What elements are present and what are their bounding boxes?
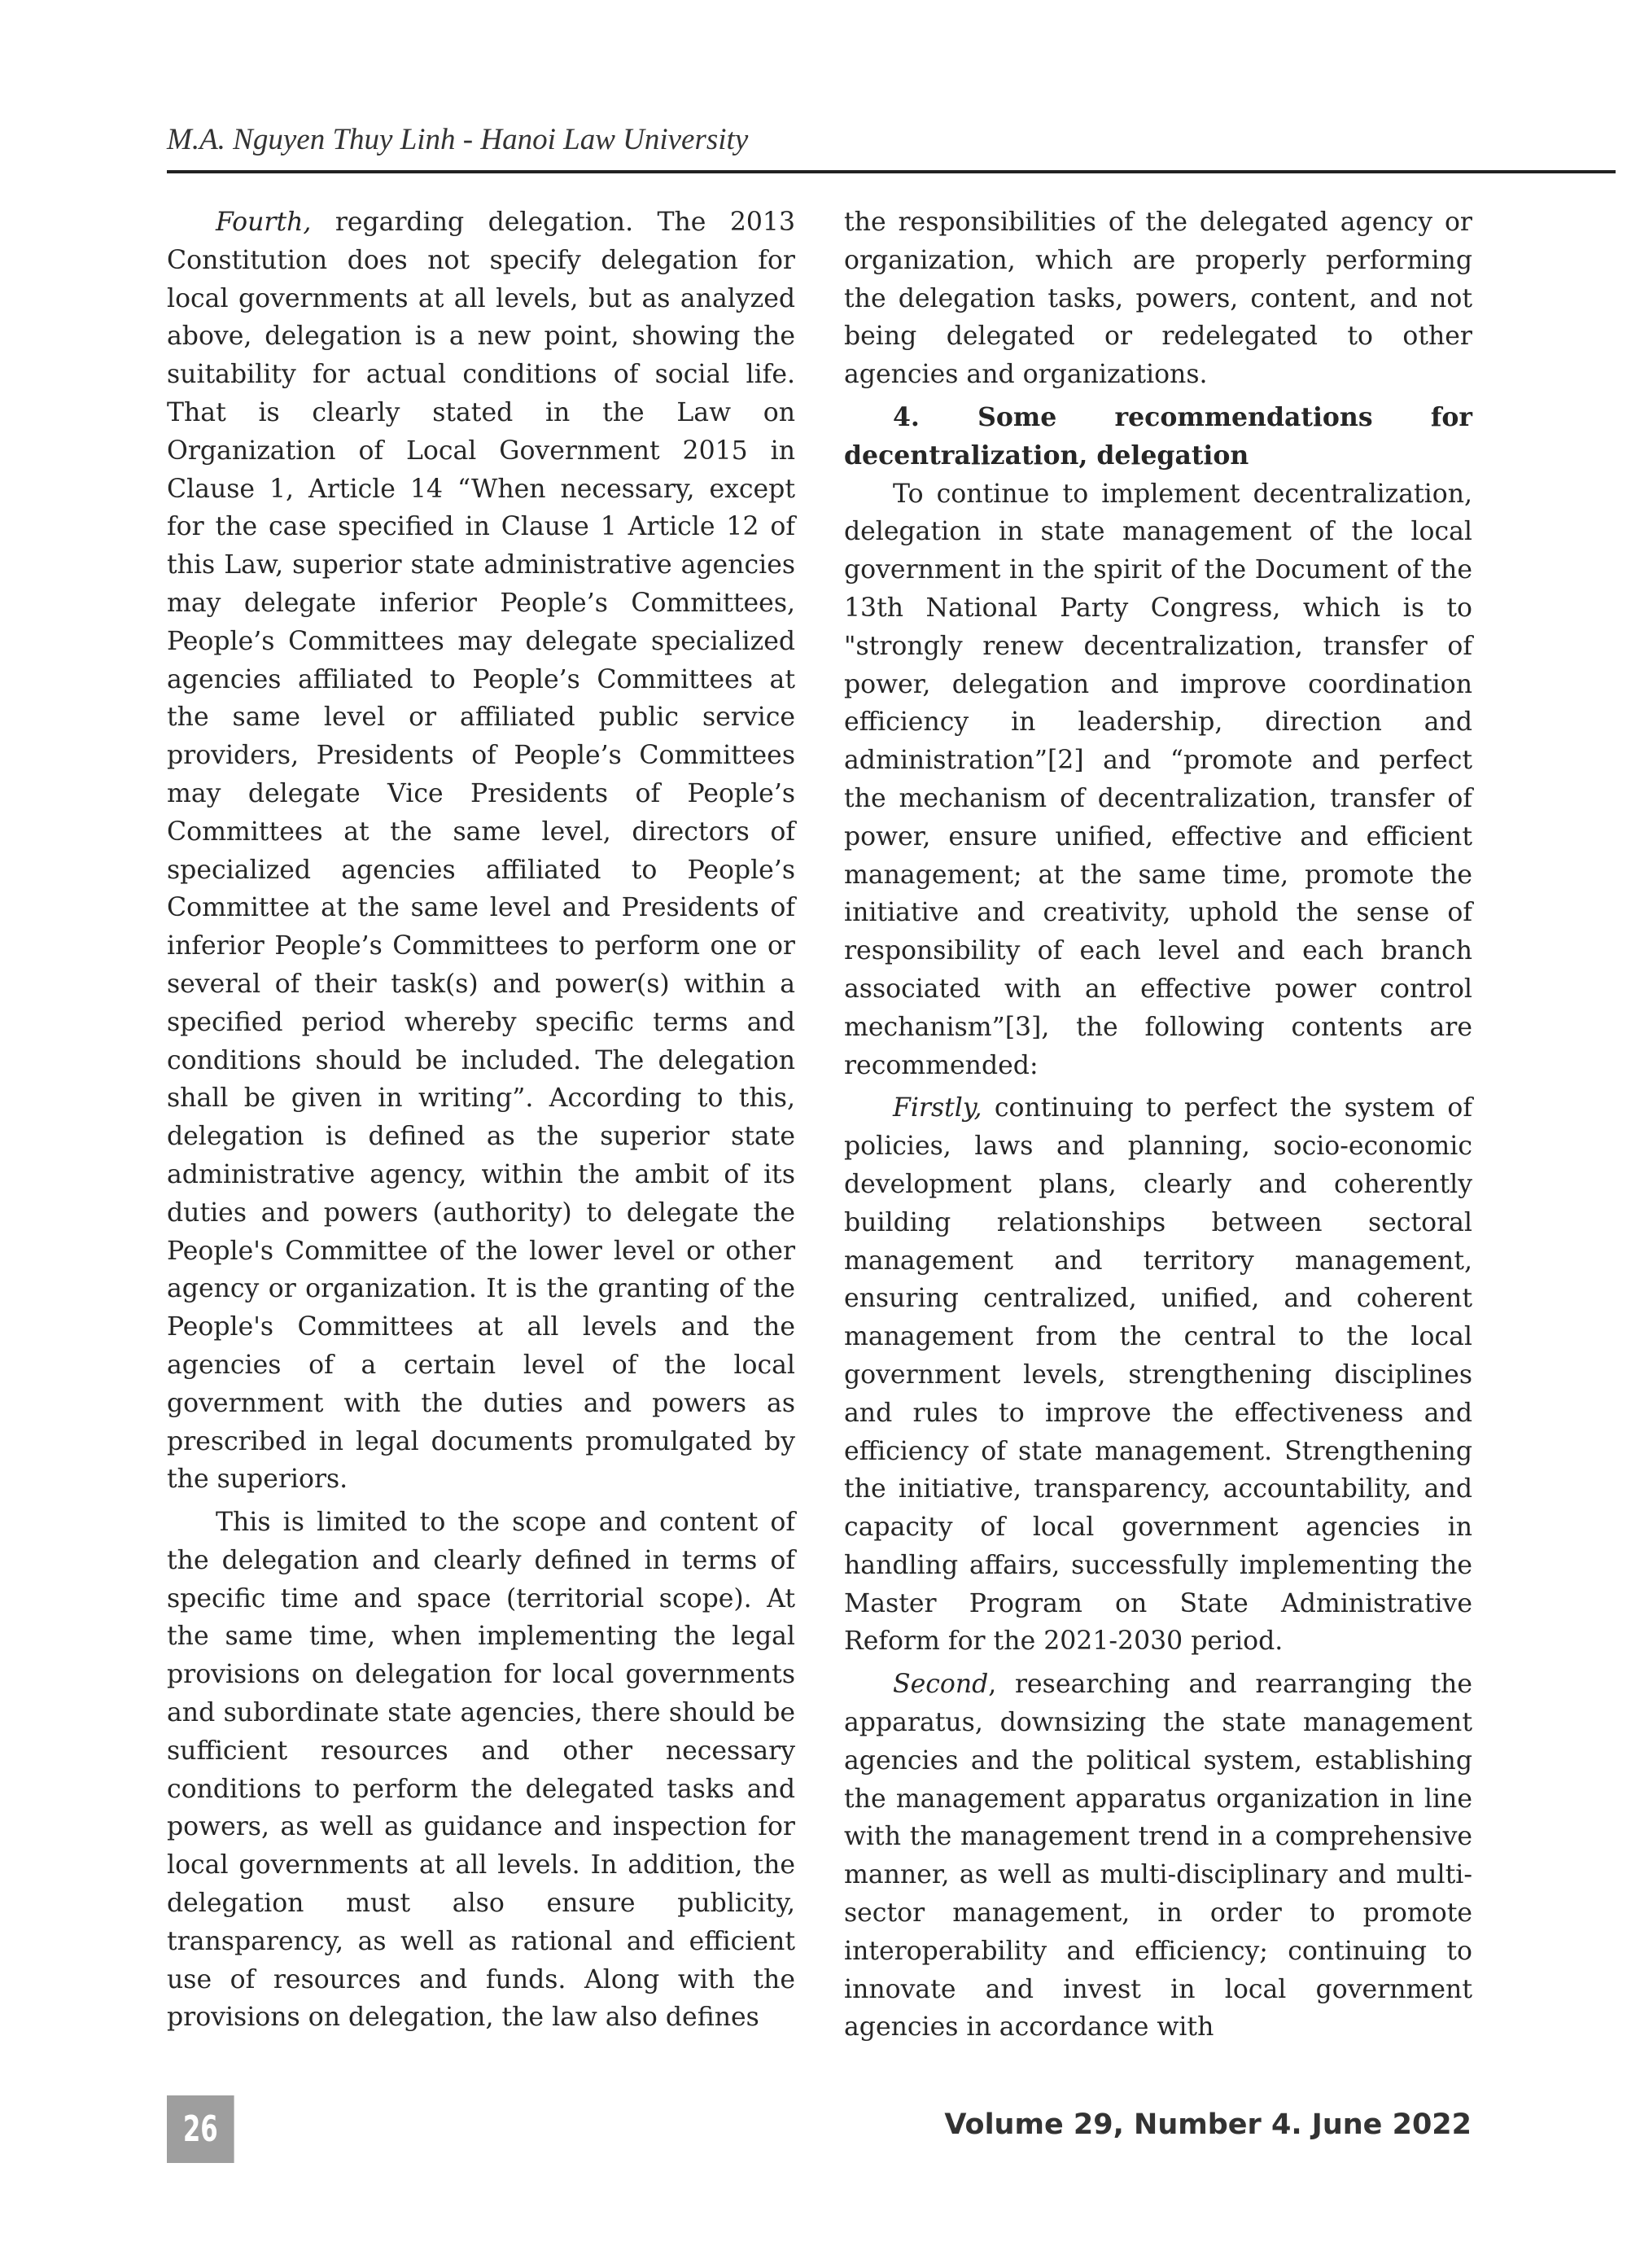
running-header: M.A. Nguyen Thuy Linh - Hanoi Law University <box>167 123 749 156</box>
paragraph-fourth <box>167 204 795 1499</box>
paragraph-lead: Second <box>893 1670 989 1700</box>
section-heading <box>844 399 1472 475</box>
paragraph-scope: This is limited to the scope and content of the delegation and clearly defined in terms of specific time and space (territorial scope). At the same time, when implementing the legal provisions on delegation for local governments and subordinate state agencies, there should be sufficient resources and other necessary conditions to perform the delegated tasks and powers, as well as guidance and inspection for local governments at all levels. In addition, the delegation must also ensure publicity, transparency, as well as rational and efficient use of resources and funds. Along with the provisions on delegation, the law also defines <box>167 1508 795 2033</box>
heading-word: Some <box>977 401 1057 432</box>
section-number: 4. <box>893 401 920 432</box>
paragraph-lead: Firstly, <box>893 1093 982 1123</box>
page-number: 26 <box>167 2095 234 2163</box>
header-rule <box>167 170 1616 173</box>
heading-word: for <box>1430 401 1472 432</box>
paragraph-text: continuing to perfect the system of policies, laws and planning, socio-economic development plans, clearly and coherently building relationships between sectoral management and territory management, ensuring centralized, unified, and coherent management from the central to the local government levels, strengthening disciplines and rules to improve the effectiveness and efficiency of state management. Strengthening the initiative, transparency, accountability, and capacity of local government agencies in handling affairs, successfully implementing the Master Program on State Administrative Reform for the 2021-2030 period. <box>844 1093 1472 1657</box>
heading-line-2: decentralization, delegation <box>844 440 1249 471</box>
paragraph-text: regarding delegation. The 2013 Constitution does not specify delegation for local governments at all levels, but as analyzed above, delegation is a new point, showing the suitability for actual conditions of social life. That is clearly stated in the Law on Organization of Local Government 2015 in Clause 1, Article 14 “When necessary, except for the case specified in Clause 1 Article 12 of this Law, superior state administrative agencies may delegate inferior People’s Committees, People’s Committees may delegate specialized agencies affiliated to People’s Committees at the same level or affiliated public service providers, Presidents of People’s Committees may delegate Vice Presidents of People’s Committees at the same level, directors of specialized agencies affiliated to People’s Committee at the same level and Presidents of inferior People’s Committees to perform one or several of their task(s) and power(s) within a specified period whereby specific terms and conditions should be included. The delegation shall be given in writing”. According to this, delegation is defined as the superior state administrative agency, within the ambit of its duties and powers (authority) to delegate the People's Committee of the lower level or other agency or organization. It is the granting of the People's Committees at all levels and the agencies of a certain level of the local government with the duties and powers as prescribed in legal documents promulgated by the superiors. <box>167 208 795 1495</box>
footer-volume: Volume 29, Number 4. June 2022 <box>944 2108 1472 2141</box>
paragraph-responsibilities: the responsibilities of the delegated agency or organization, which are properly performing the delegation tasks, powers, content, and not being delegated or redelegated to other agencies and organizations. <box>844 208 1472 390</box>
paragraph-text: , researching and rearranging the apparatus, downsizing the state management agencies and the political system, establishing the management apparatus organization in line with the management trend in a comprehensive manner, as well as multi-disciplinary and multi-sector management, in order to promote interoperability and efficiency; continuing to innovate and invest in local government agencies in accordance with <box>844 1670 1472 2043</box>
right-column <box>844 204 1472 2047</box>
paragraph-lead: Fourth, <box>216 208 312 237</box>
paragraph-firstly <box>844 1089 1472 1661</box>
heading-word: recommendations <box>1114 401 1373 432</box>
paragraph-second <box>844 1666 1472 2047</box>
paragraph-intro: To continue to implement decentralization, delegation in state management of the local government in the spirit of the Document of the 13th National Party Congress, which is to "strongly renew decentralization, transfer of power, delegation and improve coordination efficiency in leadership, direction and administration”[2] and “promote and perfect the mechanism of decentralization, transfer of power, ensure unified, effective and efficient management; at the same time, promote the initiative and creativity, uphold the sense of responsibility of each level and each branch associated with an effective power control mechanism”[3], the following contents are recommended: <box>844 479 1472 1080</box>
left-column <box>167 204 795 2037</box>
